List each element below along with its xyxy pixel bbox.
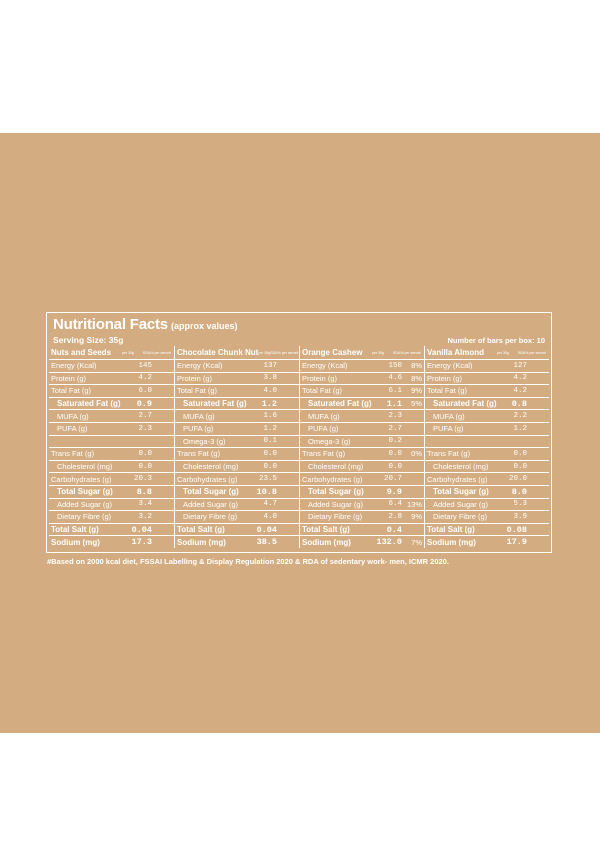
product-name: Orange Cashew [302,348,363,357]
nutrient-value: 20.0 [508,475,527,484]
rda-value: 0% [411,449,422,459]
rda-value: 9% [411,386,422,396]
table-row [175,460,299,473]
table-row [49,435,174,448]
nutrient-label: PUFA (g) [57,424,88,434]
nutrient-value: 132.0 [376,537,402,548]
table-row [425,359,549,372]
nutrient-label: Total Fat (g) [427,386,468,396]
nutrient-value: 10.8 [256,486,277,497]
nutrient-label: Sodium (mg) [427,537,476,547]
nutrient-label: Protein (g) [427,373,463,383]
nutrient-value: 145 [138,361,152,370]
table-row [300,435,424,448]
nutrient-value: 0.4 [386,524,402,535]
column-subheaders [122,351,174,355]
nutrient-value: 5.3 [513,500,527,509]
nutrient-label: Sodium (mg) [302,537,351,547]
table-row [49,397,174,410]
nutrient-label: Total Salt (g) [302,525,350,535]
product-name: Nuts and Seeds [51,348,112,357]
nutrient-value: 8.8 [136,486,152,497]
nutrient-value: 3.2 [138,512,152,521]
nutrient-label: Protein (g) [302,373,338,383]
table-row [300,409,424,422]
nutrient-label: Added Sugar (g) [57,499,113,509]
table-row [425,435,549,448]
nutrient-label: Cholesterol (mg) [183,462,239,472]
nutrient-label: PUFA (g) [183,424,214,434]
nutrient-label: Total Salt (g) [51,525,99,535]
serving-size: Serving Size: 35g [53,335,124,345]
nutrient-value: 3.9 [513,512,527,521]
nutrient-label: Cholesterol (mg) [57,462,113,472]
column-subheaders [497,351,549,355]
nutrient-value: 127 [513,361,527,370]
table-row [425,510,549,523]
per-serve-subheader: per 35g [497,350,509,355]
table-row [49,472,174,485]
nutrient-label: Total Fat (g) [177,386,218,396]
nutrient-label: Cholesterol (mg) [433,462,489,472]
nutrient-label: Trans Fat (g) [302,449,346,459]
column-2 [299,346,424,548]
nutrient-value: 8.0 [511,486,527,497]
table-row [425,460,549,473]
table-row [300,510,424,523]
table-row [175,535,299,548]
table-row [49,359,174,372]
nutrient-label: Energy (Kcal) [302,361,348,371]
table-row [300,523,424,536]
nutrient-label: Omega-3 (g) [183,436,226,446]
nutrient-value: 0.04 [131,524,152,535]
nutrient-value: 137 [263,361,277,370]
table-row [175,422,299,435]
nutrient-value: 23.5 [258,475,277,484]
nutrient-value: 6.0 [138,386,152,395]
nutrient-label: Carbohydrates (g) [302,474,363,484]
nutrient-value: 9.9 [386,486,402,497]
table-row [175,409,299,422]
nutrient-label: Carbohydrates (g) [427,474,488,484]
rda-value: 7% [411,537,422,547]
table-row [425,485,549,498]
nutrient-label: Saturated Fat (g) [308,399,372,409]
nutrient-value: 4.2 [513,386,527,395]
rda-subheader: RDA% per serve# [517,350,546,355]
nutrient-value: 1.2 [263,424,277,433]
nutrient-label: Total Fat (g) [51,386,92,396]
nutrient-value: 0.0 [263,462,277,471]
nutrient-value: 17.3 [131,537,152,548]
title-row [53,316,237,334]
bars-per-box: Number of bars per box: 10 [447,336,545,345]
nutrient-label: PUFA (g) [308,424,339,434]
nutrient-label: Dietary Fibre (g) [308,512,363,522]
nutrient-label: Saturated Fat (g) [57,399,121,409]
nutrient-label: Carbohydrates (g) [51,474,112,484]
table-row [49,485,174,498]
nutrient-label: Energy (Kcal) [177,361,223,371]
nutrient-label: Trans Fat (g) [427,449,471,459]
nutrient-label: Protein (g) [51,373,87,383]
nutrient-label: Total Fat (g) [302,386,343,396]
table-row [175,372,299,385]
rda-value: 9% [411,512,422,522]
table-row [300,460,424,473]
nutrient-value: 4.6 [388,374,402,383]
nutrient-value: 4.0 [263,386,277,395]
nutrient-label: Sodium (mg) [177,537,226,547]
rda-subheader: RDA% per serve# [270,350,299,355]
nutrient-value: 0.9 [136,398,152,409]
table-row [49,422,174,435]
table-row [425,409,549,422]
table-row [49,384,174,397]
nutrient-value: 1.1 [386,398,402,409]
nutrient-value: 0.8 [511,398,527,409]
nutrition-grid [49,346,549,548]
nutrient-label: Added Sugar (g) [308,499,364,509]
table-row [49,535,174,548]
nutrient-value: 4.7 [263,500,277,509]
rda-value: 8% [411,373,422,383]
table-row [49,447,174,460]
nutrient-label: MUFA (g) [308,411,340,421]
nutrient-label: Energy (Kcal) [427,361,473,371]
nutrient-label: Total Sugar (g) [433,487,489,497]
nutrient-value: 2.7 [138,412,152,421]
nutrient-label: Dietary Fibre (g) [57,512,112,522]
table-row [300,397,424,410]
nutrient-value: 3.4 [138,500,152,509]
nutrient-label: Trans Fat (g) [177,449,221,459]
nutrient-label: Saturated Fat (g) [183,399,247,409]
per-serve-subheader: per 35g [372,350,384,355]
nutrient-label: PUFA (g) [433,424,464,434]
table-row [175,523,299,536]
nutrient-label: Total Sugar (g) [308,487,364,497]
table-row [425,472,549,485]
table-row [425,422,549,435]
rda-value: 13% [406,499,422,509]
column-header [425,346,549,359]
nutrient-label: Total Sugar (g) [57,487,113,497]
approx-note: (approx values) [170,321,238,331]
table-row [425,372,549,385]
nutrient-value: 150 [388,361,402,370]
table-row [425,384,549,397]
table-row [300,485,424,498]
rda-subheader: RDA% per serve# [142,350,171,355]
nutrient-label: Energy (Kcal) [51,361,97,371]
table-row [300,384,424,397]
nutrient-label: Dietary Fibre (g) [433,512,488,522]
nutrient-value: 0.0 [138,462,152,471]
table-row [425,397,549,410]
table-row [175,435,299,448]
nutrient-value: 2.7 [388,424,402,433]
table-row [300,359,424,372]
nutrient-value: 1.2 [261,398,277,409]
nutrient-value: 0.08 [506,524,527,535]
nutrient-label: Added Sugar (g) [433,499,489,509]
nutrient-label: MUFA (g) [433,411,465,421]
nutrient-value: 4.2 [513,374,527,383]
nutrient-value: 0.0 [138,449,152,458]
nutrient-label: Cholesterol (mg) [308,462,364,472]
nutrient-label: Total Sugar (g) [183,487,239,497]
table-row [300,535,424,548]
table-row [175,397,299,410]
rda-value: 5% [411,399,422,409]
page-title: Nutritional Facts [53,316,168,333]
product-name: Chocolate Chunk Nut [177,348,259,357]
nutrient-value: 2.2 [513,412,527,421]
table-row [49,510,174,523]
column-header [49,346,174,359]
column-1 [174,346,299,548]
nutrient-value: 20.7 [383,475,402,484]
rda-subheader: RDA% per serve# [392,350,421,355]
nutrient-value: 0.04 [256,524,277,535]
nutrient-value: 3.8 [263,374,277,383]
nutrient-value: 2.3 [388,412,402,421]
table-row [425,535,549,548]
table-row [49,460,174,473]
nutrient-label: Sodium (mg) [51,537,100,547]
nutrient-value: 1.2 [513,424,527,433]
column-header [175,346,299,359]
per-serve-subheader: per 35g [258,350,271,355]
table-row [49,409,174,422]
nutrient-value: 6.4 [388,500,402,509]
nutrient-label: MUFA (g) [57,411,89,421]
nutrient-value: 0.0 [513,449,527,458]
nutrition-panel [46,312,552,553]
nutrient-value: 2.3 [138,424,152,433]
nutrient-value: 1.6 [263,412,277,421]
nutrient-label: Saturated Fat (g) [433,399,497,409]
table-row [300,447,424,460]
nutrient-label: Carbohydrates (g) [177,474,238,484]
per-serve-subheader: per 35g [122,350,134,355]
column-0 [49,346,174,548]
table-row [175,359,299,372]
table-row [49,523,174,536]
table-row [425,498,549,511]
table-row [175,384,299,397]
table-row [300,498,424,511]
nutrient-value: 2.8 [388,512,402,521]
table-row [300,372,424,385]
column-subheaders [258,351,301,355]
nutrient-value: 20.3 [133,475,152,484]
nutrient-value: 4.2 [138,374,152,383]
nutrient-label: Omega-3 (g) [308,436,351,446]
table-row [175,510,299,523]
nutrient-label: Protein (g) [177,373,213,383]
nutrient-value: 0.0 [388,462,402,471]
rda-value: 8% [411,361,422,371]
nutrient-label: Dietary Fibre (g) [183,512,238,522]
table-row [300,472,424,485]
nutrient-value: 0.0 [263,449,277,458]
table-row [49,498,174,511]
column-subheaders [372,351,424,355]
table-row [425,447,549,460]
nutrient-value: 0.1 [263,437,277,446]
nutrient-label: Trans Fat (g) [51,449,95,459]
nutrient-value: 6.1 [388,386,402,395]
table-row [425,523,549,536]
table-row [175,498,299,511]
nutrient-value: 0.2 [388,437,402,446]
nutrient-value: 38.5 [256,537,277,548]
table-row [300,422,424,435]
nutrient-value: 0.0 [513,462,527,471]
nutrient-label: Total Salt (g) [177,525,225,535]
table-row [175,472,299,485]
table-row [175,485,299,498]
nutrient-value: 4.0 [263,512,277,521]
nutrient-value: 0.0 [388,449,402,458]
column-header [300,346,424,359]
nutrient-label: Added Sugar (g) [183,499,239,509]
footnote: #Based on 2000 kcal diet, FSSAI Labelling & Display Regulation 2020 & RDA of sedentary work- men, ICMR 2020. [47,557,449,566]
table-row [49,372,174,385]
table-row [175,447,299,460]
nutrient-label: Total Salt (g) [427,525,475,535]
nutrient-value: 17.9 [506,537,527,548]
nutrient-label: MUFA (g) [183,411,215,421]
column-3 [424,346,549,548]
product-name: Vanilla Almond [427,348,485,357]
